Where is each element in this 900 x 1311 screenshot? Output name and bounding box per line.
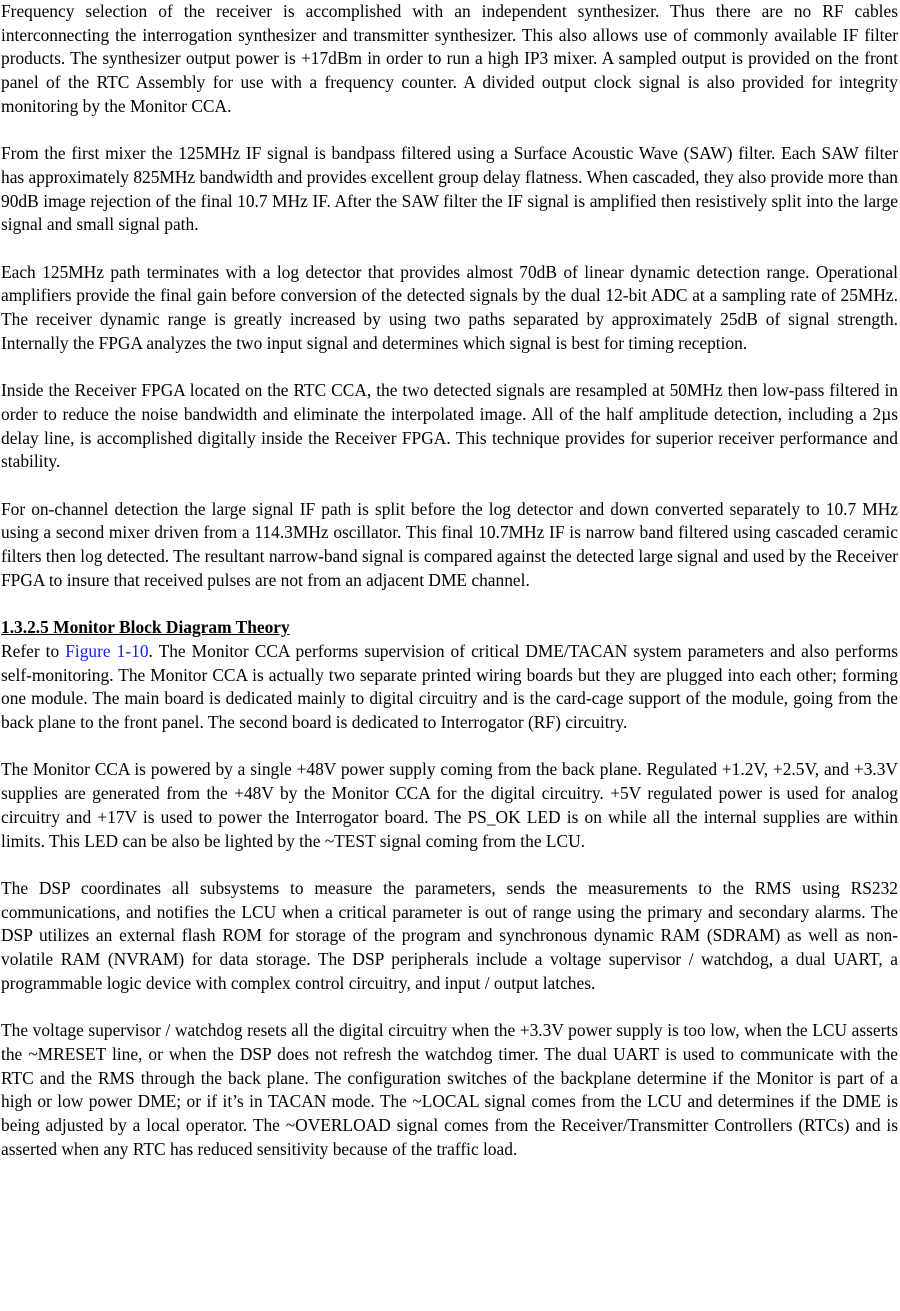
paragraph-gap bbox=[1, 995, 898, 1019]
intro-prefix: Refer to bbox=[1, 640, 66, 661]
paragraph-gap bbox=[1, 853, 898, 877]
paragraph-gap bbox=[1, 593, 898, 617]
paragraph-power: The Monitor CCA is powered by a single +48V power supply coming from the back plane. Regulated +1.2V, +2.5V, and +3.3V supplies are generated from the +48V by the Monitor CCA for the digital circuitry. +5V regulated power is used for analog circuitry and +17V is used to power the Interrogator board. The PS_OK LED is on while all the internal supplies are within limits. This LED can be also be lighted by the ~TEST signal coming from the LCU. bbox=[1, 759, 898, 851]
figure-reference-link[interactable]: Figure 1-10 bbox=[65, 640, 149, 661]
paragraph-gap bbox=[1, 356, 898, 380]
paragraph-log-detector: Each 125MHz path terminates with a log detector that provides almost 70dB of linear dynamic detection range. Operational amplifiers provide the final gain before conversion of the detected signals by the dual 12-bit ADC at a sampling rate of 25MHz. The receiver dynamic range is greatly increased by using two paths separated by approximately 25dB of signal strength. Internally the FPGA analyzes the two input signal and determines which signal is best for timing reception. bbox=[1, 261, 898, 353]
paragraph-synthesizer: Frequency selection of the receiver is accomplished with an independent synthesizer. Thus there are no RF cables interconnecting the interrogation synthesizer and transmitter synthesizer. This also allows use of commonly available IF filter products. The synthesizer output power is +17dBm in order to run a high IP3 mixer. A sampled output is provided on the front panel of the RTC Assembly for use with a frequency counter. A divided output clock signal is also provided for integrity monitoring by the Monitor CCA. bbox=[1, 1, 898, 116]
paragraph-dsp: The DSP coordinates all subsystems to measure the parameters, sends the measurements to the RMS using RS232 communications, and notifies the LCU when a critical parameter is out of range using the primary and secondary alarms. The DSP utilizes an external flash ROM for storage of the program and synchronous dynamic RAM (SDRAM) as well as non-volatile RAM (NVRAM) for data storage. The DSP peripherals include a voltage supervisor / watchdog, a dual UART, a programmable logic device with complex control circuitry, and input / output latches. bbox=[1, 877, 898, 993]
paragraph-receiver-fpga: Inside the Receiver FPGA located on the RTC CCA, the two detected signals are resampled at 50MHz then low-pass filtered in order to reduce the noise bandwidth and eliminate the interpolated image. All of the half amplitude detection, including a 2µs delay line, is accomplished digitally inside the Receiver FPGA. This technique provides for superior receiver performance and stability. bbox=[1, 380, 898, 472]
paragraph-gap bbox=[1, 735, 898, 759]
intro-text: . The Monitor CCA performs supervision of critical DME/TACAN system parameters and also performs self-monitoring. The Monitor CCA is actually two separate printed wiring boards but they are plugged into each other; forming one module. The main board is dedicated mainly to digital circuitry and is the card-cage support of the module, going from the back plane to the front panel. The second board is dedicated to Interrogator (RF) circuitry. bbox=[1, 640, 898, 733]
paragraph-gap bbox=[1, 474, 898, 498]
section-heading: 1.3.2.5 Monitor Block Diagram Theory bbox=[1, 617, 290, 638]
paragraph-saw-filter: From the first mixer the 125MHz IF signal is bandpass filtered using a Surface Acoustic Wave (SAW) filter. Each SAW filter has approximately 825MHz bandwidth and provides excellent group delay flatness. When cascaded, they also provide more than 90dB image rejection of the final 10.7 MHz IF. After the SAW filter the IF signal is amplified then resistively split into the large signal and small signal path. bbox=[1, 143, 898, 235]
paragraph-watchdog: The voltage supervisor / watchdog resets all the digital circuitry when the +3.3V power supply is too low, when the LCU asserts the ~MRESET line, or when the DSP does not refresh the watchdog timer. The dual UART is used to communicate with the RTC and the RMS through the back plane. The configuration switches of the backplane determine if the Monitor is part of a high or low power DME; or if it’s in TACAN mode. The ~LOCAL signal comes from the LCU and determines if the DME is being adjusted by a local operator. The ~OVERLOAD signal comes from the Receiver/Transmitter Controllers (RTCs) and is asserted when any RTC has reduced sensitivity because of the traffic load. bbox=[1, 1020, 898, 1159]
paragraph-gap bbox=[1, 237, 898, 261]
paragraph-on-channel: For on-channel detection the large signal IF path is split before the log detector and down converted separately to 10.7 MHz using a second mixer driven from a 114.3MHz oscillator. This final 10.7MHz IF is narrow band filtered using cascaded ceramic filters then log detected. The resultant narrow-band signal is compared against the detected large signal and used by the Receiver FPGA to insure that received pulses are not from an adjacent DME channel. bbox=[1, 498, 898, 590]
paragraph-monitor-intro bbox=[1, 640, 898, 735]
paragraph-gap bbox=[1, 119, 898, 143]
